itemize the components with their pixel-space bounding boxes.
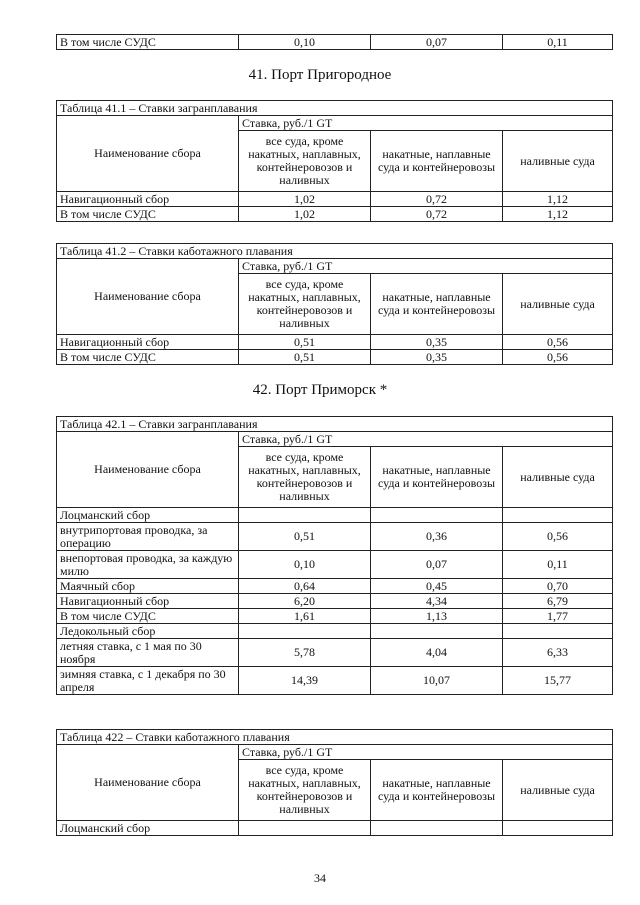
- cell-value: [239, 508, 371, 523]
- cell-value: [371, 624, 503, 639]
- row-label: внутрипортовая проводка, за операцию: [57, 523, 239, 551]
- header-unit: Ставка, руб./1 GT: [239, 259, 613, 274]
- header-col-3: наливные суда: [503, 447, 613, 508]
- row-label: В том числе СУДС: [57, 609, 239, 624]
- cell-value: 4,04: [371, 639, 503, 667]
- table-caption: Таблица 42.1 – Ставки загранплавания: [57, 417, 613, 432]
- table-row: [57, 639, 613, 667]
- header-col-2: накатные, наплавные суда и контейнеровозы: [371, 447, 503, 508]
- header-col-3: наливные суда: [503, 131, 613, 192]
- cell-value: 1,02: [239, 207, 371, 222]
- cell-value: [239, 821, 371, 836]
- continued-table: [56, 34, 613, 50]
- cell-value: 0,07: [371, 551, 503, 579]
- cell-value: 0,51: [239, 350, 371, 365]
- row-label: В том числе СУДС: [57, 207, 239, 222]
- section-title: 42. Порт Приморск *: [252, 382, 388, 398]
- cell-value: 5,78: [239, 639, 371, 667]
- cell-value: 0,56: [503, 523, 613, 551]
- cell-value: 0,72: [371, 192, 503, 207]
- row-label: Маячный сбор: [57, 579, 239, 594]
- table-row: [57, 594, 613, 609]
- header-name: Наименование сбора: [57, 432, 239, 508]
- cell-value: 0,10: [239, 551, 371, 579]
- section-title: 41. Порт Пригородное: [248, 67, 392, 83]
- table-row: [57, 579, 613, 594]
- header-unit: Ставка, руб./1 GT: [239, 116, 613, 131]
- table-row: [57, 624, 613, 639]
- header-name: Наименование сбора: [57, 259, 239, 335]
- cell-value: 15,77: [503, 667, 613, 695]
- header-col-3: наливные суда: [503, 760, 613, 821]
- cell-value: 1,61: [239, 609, 371, 624]
- table-row: [57, 207, 613, 222]
- header-row: [57, 745, 613, 760]
- header-row: [57, 259, 613, 274]
- header-col-2: накатные, наплавные суда и контейнеровозы: [371, 274, 503, 335]
- cell-value: 0,56: [503, 335, 613, 350]
- table-row: [57, 821, 613, 836]
- rates-table: [56, 243, 613, 365]
- header-row: [57, 432, 613, 447]
- cell-value: [239, 624, 371, 639]
- table-caption: Таблица 41.2 – Ставки каботажного плавания: [57, 244, 613, 259]
- table-row: [57, 335, 613, 350]
- header-col-1: все суда, кроме накатных, наплавных, контейнеровозов и наливных: [239, 447, 371, 508]
- row-label: Ледокольный сбор: [57, 624, 239, 639]
- cell-value: 0,56: [503, 350, 613, 365]
- row-label: Навигационный сбор: [57, 594, 239, 609]
- cell-value: 14,39: [239, 667, 371, 695]
- rates-table: [56, 416, 613, 695]
- row-label: В том числе СУДС: [57, 35, 239, 50]
- row-label: В том числе СУДС: [57, 350, 239, 365]
- header-col-2: накатные, наплавные суда и контейнеровозы: [371, 131, 503, 192]
- cell-value: [371, 508, 503, 523]
- cell-value: 1,13: [371, 609, 503, 624]
- cell-value: 10,07: [371, 667, 503, 695]
- cell-value: 0,51: [239, 523, 371, 551]
- row-label: Навигационный сбор: [57, 192, 239, 207]
- header-col-2: накатные, наплавные суда и контейнеровозы: [371, 760, 503, 821]
- row-label: Лоцманский сбор: [57, 508, 239, 523]
- table-row: [57, 609, 613, 624]
- cell-value: 0,11: [503, 551, 613, 579]
- table-row: [57, 508, 613, 523]
- header-col-3: наливные суда: [503, 274, 613, 335]
- rates-table: [56, 100, 613, 222]
- table-caption-row: [57, 417, 613, 432]
- header-unit: Ставка, руб./1 GT: [239, 432, 613, 447]
- header-unit: Ставка, руб./1 GT: [239, 745, 613, 760]
- header-name: Наименование сбора: [57, 116, 239, 192]
- table-row: [57, 350, 613, 365]
- table-caption-row: [57, 101, 613, 116]
- table-row: [57, 551, 613, 579]
- table-row: [57, 523, 613, 551]
- cell-value: [503, 508, 613, 523]
- rates-table: [56, 729, 613, 836]
- cell-value: 0,11: [503, 35, 613, 50]
- row-label: Лоцманский сбор: [57, 821, 239, 836]
- table-row: [57, 667, 613, 695]
- table-row: [57, 192, 613, 207]
- row-label: внепортовая проводка, за каждую милю: [57, 551, 239, 579]
- table-caption-row: [57, 730, 613, 745]
- table-caption-row: [57, 244, 613, 259]
- header-row: [57, 116, 613, 131]
- cell-value: 0,64: [239, 579, 371, 594]
- table-caption: Таблица 41.1 – Ставки загранплавания: [57, 101, 613, 116]
- cell-value: 1,12: [503, 207, 613, 222]
- cell-value: 0,36: [371, 523, 503, 551]
- table-row: [57, 35, 613, 50]
- cell-value: 1,12: [503, 192, 613, 207]
- cell-value: [503, 821, 613, 836]
- cell-value: 4,34: [371, 594, 503, 609]
- cell-value: 0,70: [503, 579, 613, 594]
- cell-value: 6,20: [239, 594, 371, 609]
- cell-value: 0,07: [371, 35, 503, 50]
- cell-value: 0,35: [371, 350, 503, 365]
- row-label: летняя ставка, с 1 мая по 30 ноября: [57, 639, 239, 667]
- cell-value: 0,35: [371, 335, 503, 350]
- cell-value: 0,45: [371, 579, 503, 594]
- cell-value: 1,02: [239, 192, 371, 207]
- cell-value: 1,77: [503, 609, 613, 624]
- header-col-1: все суда, кроме накатных, наплавных, контейнеровозов и наливных: [239, 274, 371, 335]
- header-name: Наименование сбора: [57, 745, 239, 821]
- cell-value: [371, 821, 503, 836]
- cell-value: 0,51: [239, 335, 371, 350]
- cell-value: 6,79: [503, 594, 613, 609]
- page-number: 34: [314, 871, 326, 885]
- cell-value: 0,10: [239, 35, 371, 50]
- cell-value: 6,33: [503, 639, 613, 667]
- cell-value: [503, 624, 613, 639]
- header-col-1: все суда, кроме накатных, наплавных, контейнеровозов и наливных: [239, 760, 371, 821]
- row-label: зимняя ставка, с 1 декабря по 30 апреля: [57, 667, 239, 695]
- table-caption: Таблица 422 – Ставки каботажного плавания: [57, 730, 613, 745]
- cell-value: 0,72: [371, 207, 503, 222]
- row-label: Навигационный сбор: [57, 335, 239, 350]
- header-col-1: все суда, кроме накатных, наплавных, контейнеровозов и наливных: [239, 131, 371, 192]
